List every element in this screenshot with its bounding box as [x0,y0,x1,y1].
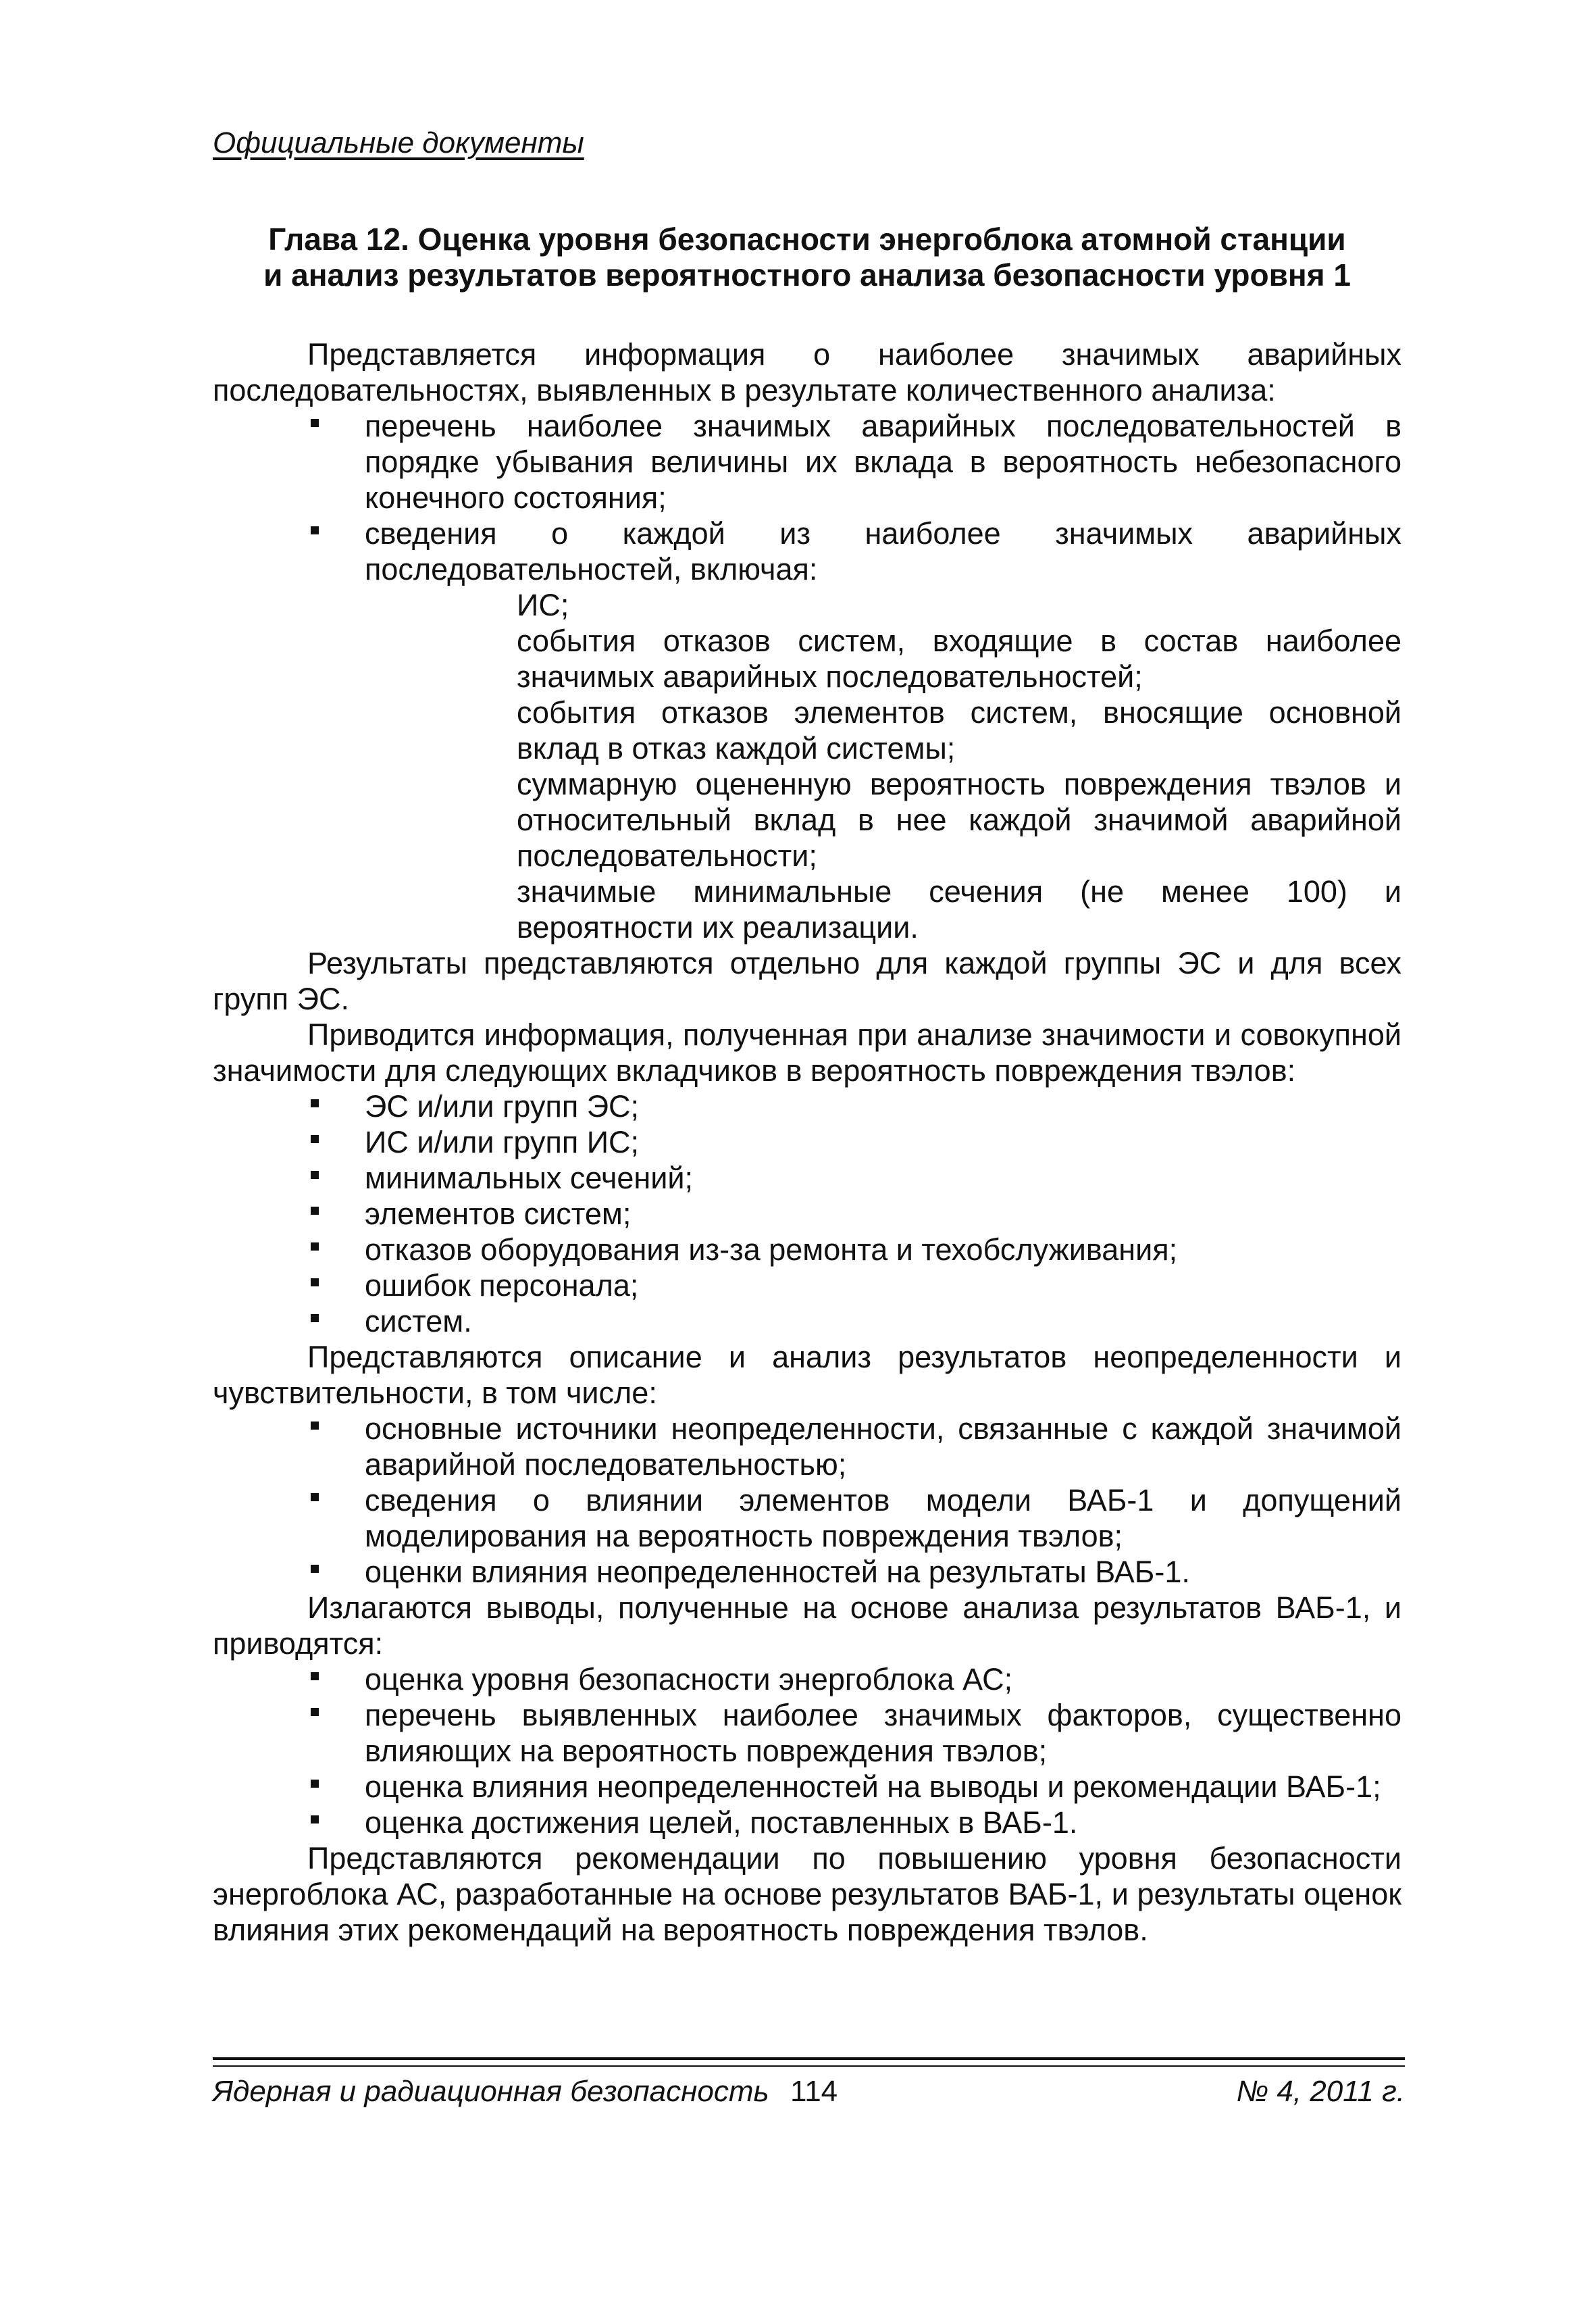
list-item [213,1411,1401,1482]
bullet-icon [311,1493,319,1501]
running-header: Официальные документы [213,126,584,159]
list-item-text: отказов оборудования из-за ремонта и техобслуживания; [365,1232,1178,1267]
paragraph-4: Представляются описание и анализ результатов неопределенности и чувствительности, в том числе: [213,1340,1401,1410]
list-item-text: оценка уровня безопасности энергоблока АС; [365,1662,1013,1696]
list-item-text: систем. [365,1304,472,1338]
paragraph-2: Результаты представляются отдельно для каждой группы ЭС и для всех групп ЭС. [213,946,1401,1016]
sub-list-item: события отказов элементов систем, вносящие основной вклад в отказ каждой системы; [517,695,1401,765]
bullet-icon [311,1278,319,1286]
paragraph-3: Приводится информация, полученная при анализе значимости и совокупной значимости для следующих вкладчиков в вероятность повреждения твэлов: [213,1017,1401,1088]
list-item [213,1769,1401,1805]
body-text [213,336,1401,1948]
sub-list [365,587,1401,945]
sub-list-item: значимые минимальные сечения (не менее 100) и вероятности их реализации. [517,874,1401,945]
list-item [213,1267,1401,1303]
list-item-text: ИС и/или групп ИС; [365,1125,640,1159]
list-item-text: перечень выявленных наиболее значимых факторов, существенно влияющих на вероятность повреждения твэлов; [365,1698,1401,1768]
bullet-icon [311,1135,319,1143]
issue-info: № 4, 2011 г. [1236,2075,1405,2108]
list-item [213,1160,1401,1196]
bullet-icon [311,1672,319,1680]
list-item [213,1554,1401,1590]
list-item-text: оценка влияния неопределенностей на выводы и рекомендации ВАБ-1; [365,1769,1381,1804]
bullet-list-2 [213,1088,1401,1339]
list-item-text: сведения о каждой из наиболее значимых аварийных последовательностей, включая: [365,516,1401,586]
bullet-icon [311,1708,319,1716]
list-item-text: ошибок персонала; [365,1268,639,1303]
bullet-icon [311,1780,319,1788]
bullet-icon [311,1171,319,1179]
sub-list-item: ИС; [517,588,569,622]
list-item-text: сведения о влиянии элементов модели ВАБ-1 и допущений моделирования на вероятность повреждения твэлов; [365,1483,1401,1553]
footer-divider-thick [213,2057,1405,2060]
list-item [213,1088,1401,1124]
list-item-text: оценки влияния неопределенностей на результаты ВАБ-1. [365,1555,1190,1589]
list-item-text: ЭС и/или групп ЭС; [365,1089,640,1124]
list-item [213,1697,1401,1769]
bullet-icon [311,1815,319,1823]
sub-list-item: события отказов систем, входящие в состав наиболее значимых аварийных последовательностей; [517,624,1401,694]
list-item-text: минимальных сечений; [365,1161,694,1195]
chapter-title-line-2: и анализ результатов вероятностного анализа безопасности уровня 1 [263,257,1351,293]
bullet-icon [311,526,319,534]
paragraph-5: Излагаются выводы, полученные на основе анализа результатов ВАБ-1, и приводятся: [213,1590,1401,1661]
bullet-list-4 [213,1661,1401,1840]
list-item [213,1661,1401,1697]
list-item-text: перечень наиболее значимых аварийных последовательностей в порядке убывания величины их вклада в вероятность небезопасного конечного состояния; [365,409,1401,515]
paragraph-6: Представляются рекомендации по повышению уровня безопасности энергоблока АС, разработанные на основе результатов ВАБ-1, и результаты оценок влияния этих рекомендаций на вероятность повреждения твэлов. [213,1841,1401,1947]
list-item [213,1124,1401,1160]
list-item [213,1805,1401,1840]
list-item-text: элементов систем; [365,1197,632,1231]
sub-list-item: суммарную оцененную вероятность повреждения твэлов и относительный вклад в нее каждой значимой аварийной последовательности; [517,767,1401,873]
bullet-icon [311,1422,319,1430]
page-number: 114 [790,2075,838,2108]
list-item [213,1303,1401,1339]
list-item [213,515,1401,945]
bullet-list-1 [213,408,1401,945]
list-item [213,1196,1401,1232]
bullet-icon [311,1314,319,1322]
bullet-icon [311,1207,319,1215]
list-item [213,408,1401,515]
list-item-text: основные источники неопределенности, связанные с каждой значимой аварийной последовательностью; [365,1411,1401,1482]
bullet-icon [311,1565,319,1573]
footer-divider-thin [213,2065,1405,2067]
chapter-title-line-1: Глава 12. Оценка уровня безопасности энергоблока атомной станции [268,222,1346,257]
paragraph-1: Представляется информация о наиболее значимых аварийных последовательностях, выявленных в результате количественного анализа: [213,337,1401,407]
bullet-icon [311,419,319,427]
bullet-icon [311,1242,319,1251]
journal-title: Ядерная и радиационная безопасность [213,2075,769,2108]
list-item [213,1232,1401,1267]
bullet-list-3 [213,1411,1401,1590]
list-item-text: оценка достижения целей, поставленных в ВАБ-1. [365,1805,1078,1840]
chapter-title [213,222,1401,293]
bullet-icon [311,1099,319,1107]
list-item [213,1482,1401,1554]
